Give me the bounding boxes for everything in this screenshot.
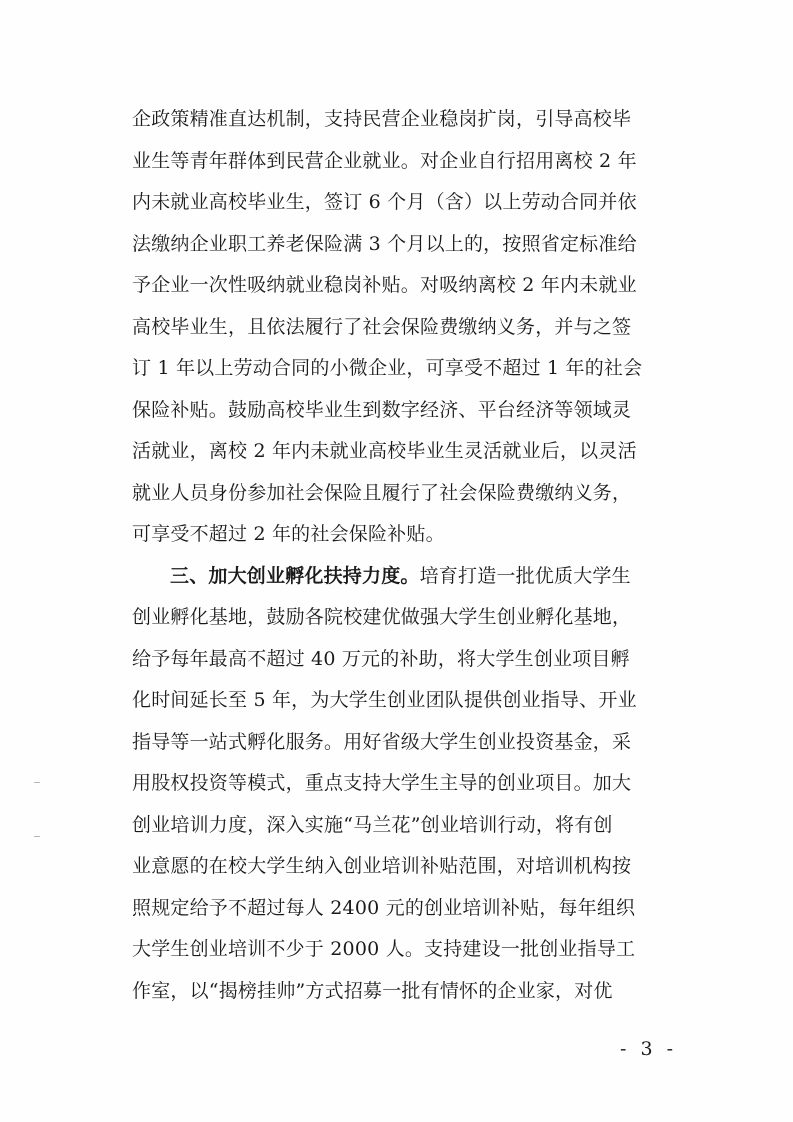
text-line: 化时间延长至 5 年，为大学生创业团队提供创业指导、开业 <box>132 689 637 711</box>
text-line: 予企业一次性吸纳就业稳岗补贴。对吸纳离校 2 年内未就业 <box>132 274 637 296</box>
text-line: 业生等青年群体到民营企业就业。对企业自行招用离校 2 年 <box>132 149 637 172</box>
text-line: 订 1 年以上劳动合同的小微企业，可享受不超过 1 年的社会 <box>132 357 643 379</box>
section-3-first-line-text: 培育打造一批优质大学生 <box>419 564 631 587</box>
text-line: 用股权投资等模式，重点支持大学生主导的创业项目。加大 <box>132 772 632 794</box>
text-line: 内未就业高校毕业生，签订 6 个月（含）以上劳动合同并依 <box>132 191 637 213</box>
text-line: 可享受不超过 2 年的社会保险补贴。 <box>132 523 445 545</box>
text-line: 高校毕业生，且依法履行了社会保险费缴纳义务，并与之签 <box>132 315 632 338</box>
text-line: 法缴纳企业职工养老保险满 3 个月以上的，按照省定标准给 <box>132 232 637 255</box>
text-line: 照规定给予不超过每人 2400 元的创业培训补贴，每年组织 <box>132 896 636 919</box>
text-line: 作室，以“揭榜挂帅”方式招募一批有情怀的企业家，对优 <box>132 979 613 1002</box>
text-line: 大学生创业培训不少于 2000 人。支持建设一批创业指导工 <box>132 938 636 960</box>
text-line: 创业培训力度，深入实施“马兰花”创业培训行动，将有创 <box>132 813 613 836</box>
section-3-heading: 三、加大创业孵化扶持力度。 <box>170 564 420 587</box>
margin-mark <box>34 782 40 783</box>
text-line: 保险补贴。鼓励高校毕业生到数字经济、平台经济等领域灵 <box>132 398 632 421</box>
text-line: 业意愿的在校大学生纳入创业培训补贴范围，对培训机构按 <box>132 855 632 877</box>
text-line: 活就业，离校 2 年内未就业高校毕业生灵活就业后，以灵活 <box>132 440 637 462</box>
text-line: 指导等一站式孵化服务。用好省级大学生创业投资基金，采 <box>132 730 632 753</box>
margin-mark <box>34 836 40 837</box>
text-line: 就业人员身份参加社会保险且履行了社会保险费缴纳义务， <box>132 481 632 504</box>
page-number: - 3 - <box>620 1038 678 1060</box>
text-line: 创业孵化基地，鼓励各院校建优做强大学生创业孵化基地， <box>132 606 632 628</box>
text-line: 给予每年最高不超过 40 万元的补助，将大学生创业项目孵 <box>132 647 630 670</box>
body-text <box>132 99 692 1012</box>
text-line: 企政策精准直达机制，支持民营企业稳岗扩岗，引导高校毕 <box>132 108 632 130</box>
section-3-first-line <box>132 556 692 598</box>
